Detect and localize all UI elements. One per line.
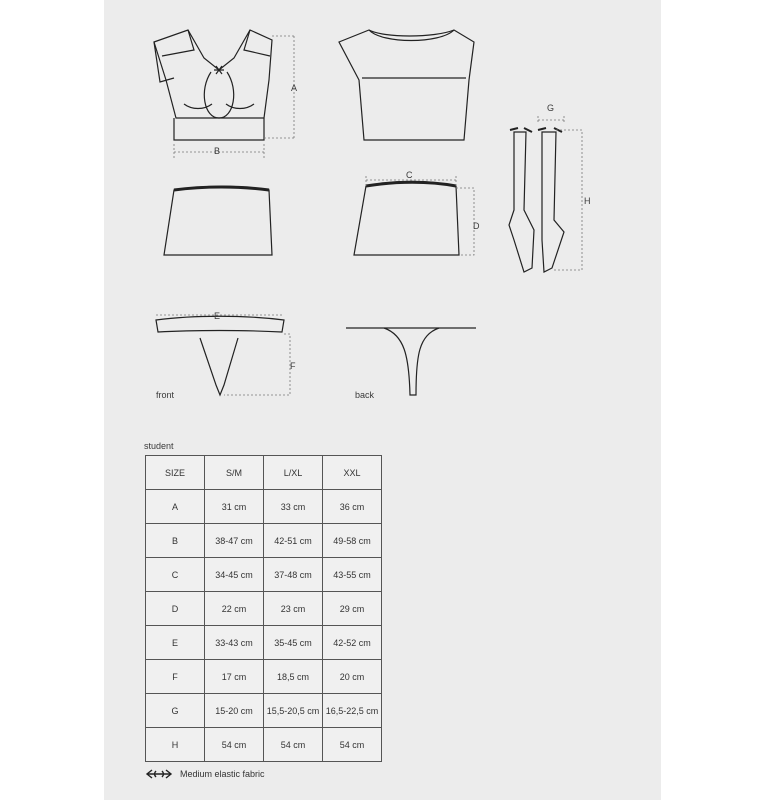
header-cell: SIZE bbox=[146, 456, 205, 490]
table-cell: H bbox=[146, 728, 205, 762]
double-arrow-icon bbox=[144, 769, 174, 779]
stockings-drawing bbox=[509, 128, 564, 272]
table-cell: C bbox=[146, 558, 205, 592]
table-cell: 17 cm bbox=[205, 660, 264, 694]
caption-back: back bbox=[355, 390, 375, 400]
table-cell: 23 cm bbox=[264, 592, 323, 626]
skirt-back-drawing bbox=[354, 182, 459, 256]
table-cell: 54 cm bbox=[205, 728, 264, 762]
table-cell: 29 cm bbox=[323, 592, 382, 626]
table-cell: 38-47 cm bbox=[205, 524, 264, 558]
dimension-label-e: E bbox=[214, 311, 221, 321]
table-cell: D bbox=[146, 592, 205, 626]
header-cell: S/M bbox=[205, 456, 264, 490]
header-cell: L/XL bbox=[264, 456, 323, 490]
table-cell: 34-45 cm bbox=[205, 558, 264, 592]
caption-front: front bbox=[156, 390, 175, 400]
dimension-label-d: D bbox=[473, 221, 480, 231]
table-row bbox=[146, 728, 382, 762]
table-cell: 35-45 cm bbox=[264, 626, 323, 660]
dimension-label-h: H bbox=[584, 196, 591, 206]
table-row bbox=[146, 524, 382, 558]
top-back-drawing bbox=[339, 30, 474, 140]
top-front-drawing bbox=[154, 30, 272, 140]
table-row bbox=[146, 626, 382, 660]
table-cell: 42-51 cm bbox=[264, 524, 323, 558]
table-cell: 42-52 cm bbox=[323, 626, 382, 660]
table-cell: 36 cm bbox=[323, 490, 382, 524]
table-title: student bbox=[144, 441, 174, 451]
table-cell: B bbox=[146, 524, 205, 558]
table-row bbox=[146, 558, 382, 592]
skirt-front-drawing bbox=[164, 186, 272, 255]
garment-drawings bbox=[104, 0, 661, 440]
table-cell: 15-20 cm bbox=[205, 694, 264, 728]
table-cell: 31 cm bbox=[205, 490, 264, 524]
dimension-label-c: C bbox=[406, 170, 413, 180]
table-row bbox=[146, 694, 382, 728]
table-header-row bbox=[146, 456, 382, 490]
table-cell: 37-48 cm bbox=[264, 558, 323, 592]
table-cell: F bbox=[146, 660, 205, 694]
table-row bbox=[146, 490, 382, 524]
table-row bbox=[146, 592, 382, 626]
table-cell: 33 cm bbox=[264, 490, 323, 524]
dimension-label-g: G bbox=[547, 103, 555, 113]
table-cell: 54 cm bbox=[264, 728, 323, 762]
thong-front-drawing bbox=[156, 316, 284, 395]
dimension-label-a: A bbox=[291, 83, 298, 93]
size-table bbox=[145, 455, 382, 762]
table-cell: 16,5-22,5 cm bbox=[323, 694, 382, 728]
table-row bbox=[146, 660, 382, 694]
table-cell: 54 cm bbox=[323, 728, 382, 762]
fabric-legend bbox=[144, 769, 265, 779]
legend-label: Medium elastic fabric bbox=[180, 769, 265, 779]
table-cell: G bbox=[146, 694, 205, 728]
dimension-label-b: B bbox=[214, 146, 221, 156]
table-cell: 49-58 cm bbox=[323, 524, 382, 558]
table-cell: 18,5 cm bbox=[264, 660, 323, 694]
table-cell: 15,5-20,5 cm bbox=[264, 694, 323, 728]
header-cell: XXL bbox=[323, 456, 382, 490]
table-cell: 33-43 cm bbox=[205, 626, 264, 660]
table-cell: E bbox=[146, 626, 205, 660]
table-cell: 22 cm bbox=[205, 592, 264, 626]
table-cell: 43-55 cm bbox=[323, 558, 382, 592]
dimension-label-f: F bbox=[290, 361, 296, 371]
size-guide-sheet bbox=[104, 0, 661, 800]
table-cell: A bbox=[146, 490, 205, 524]
table-cell: 20 cm bbox=[323, 660, 382, 694]
thong-back-drawing bbox=[346, 328, 476, 395]
